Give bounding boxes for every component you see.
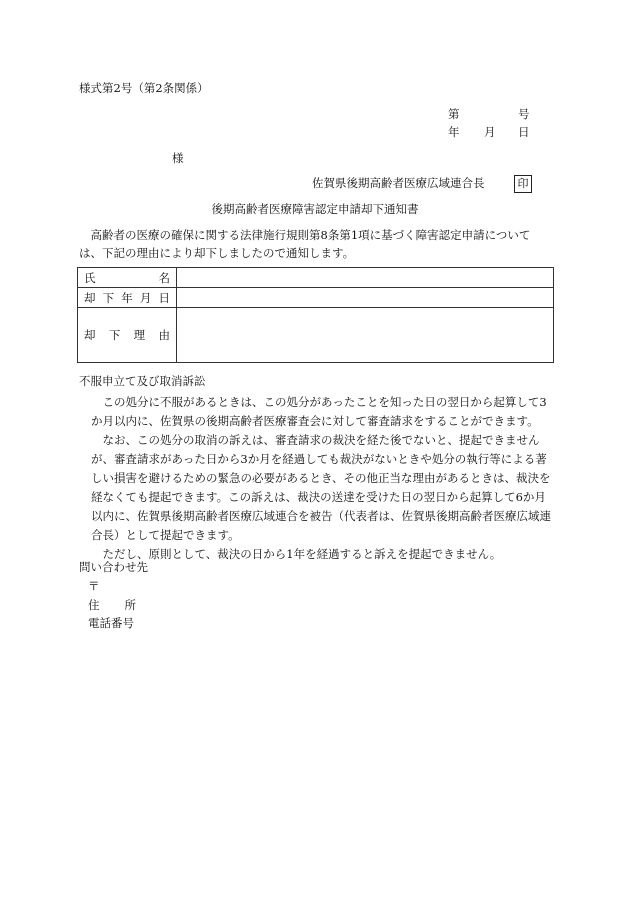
appeal-heading: 不服申立て及び取消訴訟 <box>79 374 206 388</box>
number-suffix: 号 <box>518 107 530 121</box>
value-name <box>177 268 554 288</box>
contact-heading: 問い合わせ先 <box>79 560 148 574</box>
phone-label: 電話番号 <box>88 616 134 630</box>
appeal-paragraph-1: この処分に不服があるときは、この処分があったことを知った日の翌日から起算して3か月以内に、佐賀県の後期高齢者医療審査会に対して審査請求をすることができます。 <box>91 395 547 428</box>
issuer-name: 佐賀県後期高齢者医療広域連合長 <box>312 176 485 190</box>
value-rejection-reason <box>177 308 554 363</box>
table-row <box>78 268 554 288</box>
intro-paragraph: 高齢者の医療の確保に関する法律施行規則第8条第1項に基づく障害認定申請については、下記の理由により却下しましたので通知します。 <box>79 228 531 260</box>
postal-mark: 〒 <box>88 579 100 593</box>
seal-mark: 印 <box>514 175 532 193</box>
table-row <box>78 288 554 308</box>
appeal-paragraph-3: ただし、原則として、裁決の日から1年を経過すると訴えを提起できません。 <box>102 547 502 561</box>
document-title: 後期高齢者医療障害認定申請却下通知書 <box>211 202 419 216</box>
year-label: 年 <box>448 125 460 139</box>
address-label: 住 所 <box>88 598 136 612</box>
label-rejection-reason: 却 下 理 由 <box>78 308 177 363</box>
value-rejection-date <box>177 288 554 308</box>
form-number: 様式第2号（第2条関係） <box>79 81 209 95</box>
addressee-suffix: 様 <box>172 151 184 165</box>
number-prefix: 第 <box>448 107 460 121</box>
month-label: 月 <box>484 125 496 139</box>
label-name: 氏 名 <box>78 268 177 288</box>
day-label: 日 <box>518 125 530 139</box>
table-row <box>78 308 554 363</box>
appeal-paragraph-2: なお、この処分の取消の訴えは、審査請求の裁決を経た後でないと、提起できませんが、審査請求があった日から3か月を経過しても裁決がないときや処分の執行等による著しい損害を避けるための緊急の必要があるとき、その他正当な理由があるときは、裁決を経なくても提起できます。この訴えは、裁決の送達を受けた日の翌日から起算して6か月以内に、佐賀県後期高齢者医療広域連合を被告（代表者は、佐賀県後期高齢者医療広域連合長）として提起できます。 <box>91 433 551 542</box>
notice-table <box>77 267 554 363</box>
label-rejection-date: 却 下 年 月 日 <box>78 288 177 308</box>
